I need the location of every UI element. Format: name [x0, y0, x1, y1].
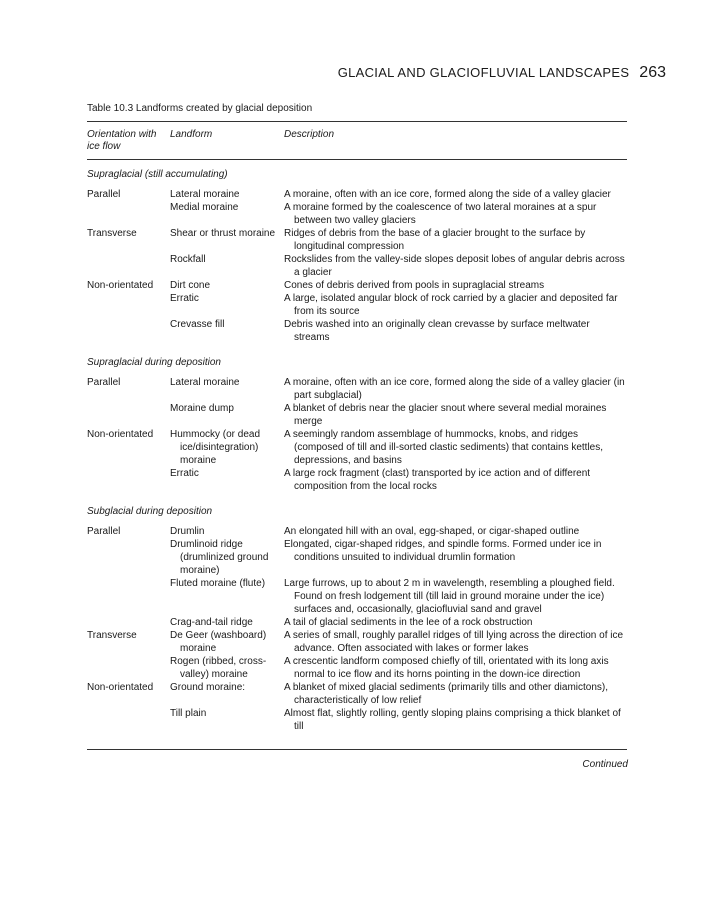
cell-orientation [87, 318, 170, 344]
cell-landform: Drumlinoid ridge (drumlinized ground moraine) [170, 539, 269, 576]
cell-landform: Rogen (ribbed, cross-valley) moraine [170, 656, 267, 680]
cell-description: A moraine, often with an ice core, formed along the side of a valley glacier [284, 189, 611, 200]
cell-description: Almost flat, slightly rolling, gently sloping plains comprising a thick blanket of till [284, 708, 621, 732]
table-row [87, 538, 627, 577]
cell-landform: Crag-and-tail ridge [170, 617, 253, 628]
cell-description: A large rock fragment (clast) transported by ice action and of different composition from the local rocks [284, 468, 591, 492]
column-header-description: Description [284, 129, 335, 140]
cell-description: A moraine formed by the coalescence of two lateral moraines at a spur between two valley glaciers [284, 202, 597, 226]
section-title: Supraglacial during deposition [87, 357, 221, 368]
table-row [87, 707, 627, 733]
cell-orientation [87, 616, 170, 629]
table-row [87, 467, 627, 493]
cell-orientation: Parallel [87, 526, 121, 537]
table-row [87, 402, 627, 428]
cell-orientation: Non-orientated [87, 280, 154, 291]
table-body [87, 168, 627, 745]
cell-description: A large, isolated angular block of rock carried by a glacier and deposited far from its source [284, 293, 618, 317]
table-row [87, 201, 627, 227]
table-row [87, 577, 627, 616]
table-caption: Table 10.3 Landforms created by glacial deposition [87, 103, 313, 114]
table-row [87, 616, 627, 629]
table-row [87, 655, 627, 681]
cell-orientation [87, 201, 170, 227]
cell-landform: Medial moraine [170, 202, 239, 213]
cell-description: Rockslides from the valley-side slopes deposit lobes of angular debris across a glacier [284, 254, 625, 278]
cell-description: A tail of glacial sediments in the lee of a rock obstruction [284, 617, 533, 628]
table-row [87, 681, 627, 707]
section-title: Supraglacial (still accumulating) [87, 169, 228, 180]
cell-orientation: Transverse [87, 228, 137, 239]
cell-landform: Moraine dump [170, 403, 234, 414]
cell-orientation: Non-orientated [87, 429, 154, 440]
continued-label: Continued [582, 759, 628, 770]
cell-description: Debris washed into an originally clean crevasse by surface meltwater streams [284, 319, 590, 343]
table-row [87, 227, 627, 253]
table-bottom-rule [87, 749, 627, 750]
running-title: GLACIAL AND GLACIOFLUVIAL LANDSCAPES [337, 65, 630, 80]
table-section [87, 356, 627, 493]
cell-orientation: Parallel [87, 377, 121, 388]
table-row [87, 279, 627, 292]
cell-orientation: Non-orientated [87, 682, 154, 693]
table-row [87, 292, 627, 318]
cell-landform: Dirt cone [170, 280, 211, 291]
cell-description: A crescentic landform composed chiefly of till, orientated with its long axis normal to ice flow and its horns pointing in the down-ice direction [284, 656, 609, 680]
cell-landform: Ground moraine: [170, 682, 246, 693]
cell-orientation [87, 292, 170, 318]
section-title: Subglacial during deposition [87, 506, 213, 517]
table-row [87, 525, 627, 538]
cell-description: A seemingly random assemblage of hummocks, knobs, and ridges (composed of till and ill-sorted clastic sediments) that contains kettles, depressions, and basins [284, 429, 604, 466]
cell-landform: Hummocky (or dead ice/disintegration) moraine [170, 429, 261, 466]
cell-landform: Till plain [170, 708, 207, 719]
table-section [87, 168, 627, 344]
cell-landform: Shear or thrust moraine [170, 228, 276, 239]
column-header-orientation: Orientation with ice flow [87, 129, 157, 152]
table-top-rule [87, 121, 627, 122]
cell-landform: Drumlin [170, 526, 205, 537]
cell-description: A series of small, roughly parallel ridges of till lying across the direction of ice advance. Often associated with lakes or former lakes [284, 630, 624, 654]
cell-landform: Lateral moraine [170, 189, 240, 200]
column-header-landform: Landform [170, 129, 213, 140]
cell-orientation [87, 253, 170, 279]
cell-description: Elongated, cigar-shaped ridges, and spindle forms. Formed under ice in conditions unsuited to individual drumlin formation [284, 539, 602, 563]
cell-landform: Fluted moraine (flute) [170, 578, 266, 589]
cell-description: Large furrows, up to about 2 m in wavelength, resembling a ploughed field. Found on fresh lodgement till (till laid in ground moraine under the ice) surfaces and, occasionally, glaciofluvial sand and gravel [284, 578, 615, 615]
cell-description: A moraine, often with an ice core, formed along the side of a valley glacier (in part subglacial) [284, 377, 625, 401]
table-row [87, 428, 627, 467]
cell-orientation [87, 402, 170, 428]
cell-landform: Erratic [170, 293, 199, 304]
cell-description: Cones of debris derived from pools in supraglacial streams [284, 280, 545, 291]
cell-description: A blanket of mixed glacial sediments (primarily tills and other diamictons), characteristically of low relief [284, 682, 609, 706]
running-header [338, 64, 666, 82]
cell-orientation [87, 655, 170, 681]
cell-landform: Erratic [170, 468, 199, 479]
cell-landform: Crevasse fill [170, 319, 225, 330]
table-section [87, 505, 627, 733]
cell-orientation [87, 467, 170, 493]
cell-orientation: Parallel [87, 189, 121, 200]
page-number: 263 [639, 64, 666, 81]
cell-orientation [87, 577, 170, 616]
cell-landform: Rockfall [170, 254, 206, 265]
table-row [87, 253, 627, 279]
table-header-rule [87, 159, 627, 160]
cell-orientation [87, 707, 170, 733]
cell-orientation: Transverse [87, 630, 137, 641]
cell-description: A blanket of debris near the glacier snout where several medial moraines merge [284, 403, 607, 427]
cell-orientation [87, 538, 170, 577]
cell-landform: Lateral moraine [170, 377, 240, 388]
table-row [87, 188, 627, 201]
cell-description: An elongated hill with an oval, egg-shaped, or cigar-shaped outline [284, 526, 580, 537]
table-row [87, 376, 627, 402]
table-row [87, 318, 627, 344]
table-row [87, 629, 627, 655]
cell-description: Ridges of debris from the base of a glacier brought to the surface by longitudinal compression [284, 228, 586, 252]
cell-landform: De Geer (washboard) moraine [170, 630, 267, 654]
